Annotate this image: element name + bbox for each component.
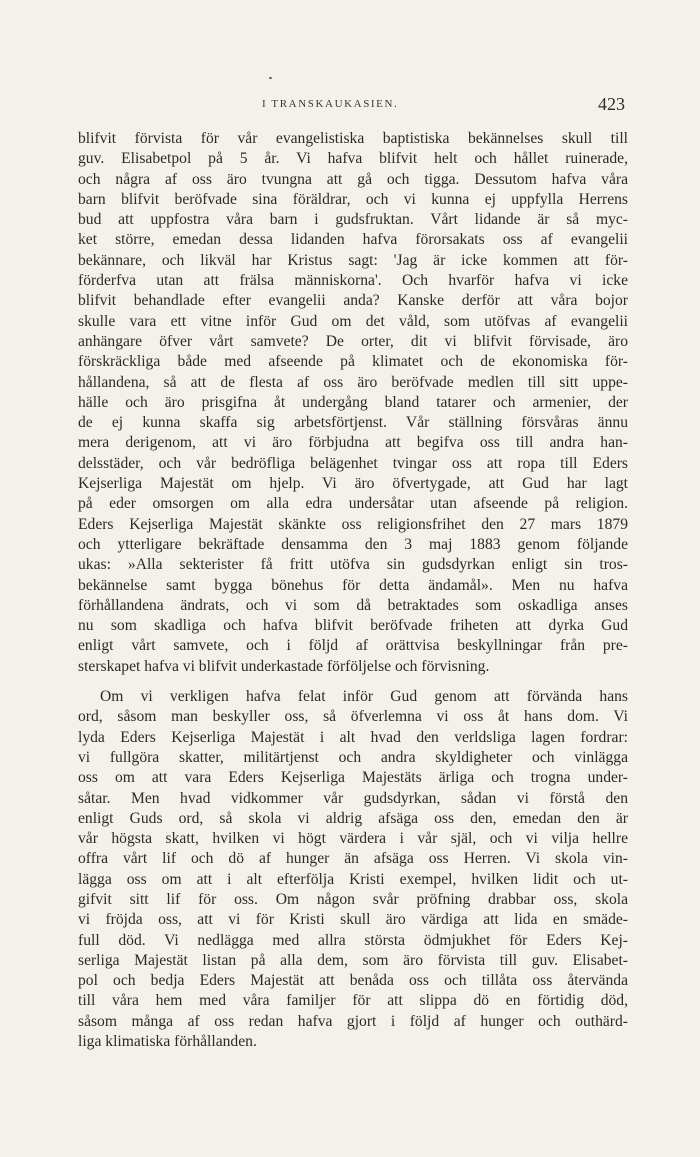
running-head-title: I TRANSKAUKASIEN. xyxy=(262,98,399,110)
text-line: serliga Majestät listan på alla dem, som äro förvista till guv. Elisabet- xyxy=(78,951,628,969)
text-line: lägga oss om att i alt efterfölja Kristi exempel, hvilken lidit och ut- xyxy=(78,870,628,888)
text-line: hälle och äro prisgifna åt undergång bland tatarer och armenier, der xyxy=(78,393,628,411)
text-line: skulle vara ett vitne inför Gud om det våld, som utöfvas af evangelii xyxy=(78,312,628,330)
paragraph-1 xyxy=(78,129,628,677)
text-line: enligt vårt samvete, och i följd af orättvisa beskyllningar från pre- xyxy=(78,637,628,655)
text-line: Eders Kejserliga Majestät skänkte oss religionsfrihet den 27 mars 1879 xyxy=(78,515,628,533)
text-line: sterskapet hafva vi blifvit underkastade förföljelse och förvisning. xyxy=(78,657,490,675)
text-line: ukas: »Alla sekterister få fritt utöfva sin gudsdyrkan enligt sin tros- xyxy=(78,556,628,574)
text-line: och ytterligare bekräftade densamma den 3 maj 1883 genom följande xyxy=(78,535,628,553)
text-line: oss om att vara Eders Kejserliga Majestäts ärliga och trogna under- xyxy=(78,769,628,787)
text-line: bud att uppfostra våra barn i gudsfruktan. Vårt lidande är så myc- xyxy=(78,211,628,229)
text-line: ket större, emedan dessa lidanden hafva förorsakats oss af evangelii xyxy=(78,231,628,249)
text-line: hållandena, så att de flesta af oss äro beröfvade medlen till sitt uppe- xyxy=(78,373,628,391)
text-line: såtar. Men hvad vidkommer vår gudsdyrkan, sådan vi förstå den xyxy=(78,789,628,807)
text-line: nu som skadliga och hafva blifvit beröfvade friheten att dyrka Gud xyxy=(78,617,628,635)
text-line: förhållandena ändrats, och vi som då betraktades som oskadliga anses xyxy=(78,596,628,614)
running-head xyxy=(0,96,700,116)
text-line: delsstäder, och vår bedröfliga belägenhet tvingar oss att ropa till Eders xyxy=(78,454,628,472)
text-line: Om vi verkligen hafva felat inför Gud genom att förvända hans xyxy=(100,688,628,706)
text-line: mera derigenom, att vi äro förbjudna att begifva oss till andra han- xyxy=(78,434,628,452)
text-line: guv. Elisabetpol på 5 år. Vi hafva blifvit helt och hållet ruinerade, xyxy=(78,150,628,168)
text-line: de ej kunna skaffa sig arbetsförtjenst. Vår ställning försvåras ännu xyxy=(78,414,628,432)
text-line: bekännare, och likväl har Kristus sagt: 'Jag är icke kommen att för- xyxy=(78,251,628,269)
text-line: lyda Eders Kejserliga Majestät i alt hvad den verldsliga lagen fordrar: xyxy=(78,728,628,746)
print-speck xyxy=(269,77,272,79)
text-line: vi fröjda oss, att vi för Kristi skull äro värdiga att lida en smäde- xyxy=(78,911,628,929)
page-number: 423 xyxy=(598,94,625,114)
text-line: enligt Guds ord, så skola vi aldrig afsäga oss den, emedan den är xyxy=(78,809,628,827)
text-line: bekännelse samt bygga bönehus för detta ändamål». Men nu hafva xyxy=(78,576,628,594)
paragraph-2 xyxy=(78,687,628,1052)
text-line: Kejserliga Majestät om hjelp. Vi äro öfvertygade, att Gud har lagt xyxy=(78,475,628,493)
body-text xyxy=(78,129,628,1052)
text-line: barn blifvit beröfvade sina föräldrar, och vi kunna ej uppfylla Herrens xyxy=(78,190,628,208)
text-line: förderfva utan att frälsa människorna'. Och hvarför hafva vi icke xyxy=(78,272,628,290)
text-line: förskräckliga både med afseende på klimatet och de ekonomiska för- xyxy=(78,353,628,371)
text-line: anhängare öfver vårt samvete? De orter, dit vi blifvit förvisade, äro xyxy=(78,332,628,350)
text-line: på eder omsorgen om alla edra undersåtar utan afseende på religion. xyxy=(78,495,628,513)
text-line: såsom många af oss redan hafva gjort i följd af hunger och outhärd- xyxy=(78,1012,628,1030)
text-line: blifvit behandlade efter evangelii anda? Kanske derför att våra bojor xyxy=(78,292,628,310)
text-line: offra vårt lif och dö af hunger än afsäga oss Herren. Vi skola vin- xyxy=(78,850,628,868)
text-line: pol och bedja Eders Majestät att benåda oss och tillåta oss återvända xyxy=(78,972,628,990)
text-line: gifvit sitt lif för oss. Om någon svår pröfning drabbar oss, skola xyxy=(78,890,628,908)
text-line: ord, såsom man beskyller oss, så öfverlemna vi oss åt hans dom. Vi xyxy=(78,708,628,726)
text-line: vår högsta skatt, hvilken vi högt värdera i vår själ, och vi vilja hellre xyxy=(78,830,628,848)
text-line: till våra hem med våra familjer för att slippa dö en förtidig död, xyxy=(78,992,628,1010)
text-line: vi fullgöra skatter, militärtjenst och andra skyldigheter och vinlägga xyxy=(78,748,628,766)
text-line: blifvit förvista för vår evangelistiska baptistiska bekännelses skull till xyxy=(78,130,628,147)
text-line: full död. Vi nedlägga med allra största ödmjukhet för Eders Kej- xyxy=(78,931,628,949)
text-line: liga klimatiska förhållanden. xyxy=(78,1033,257,1051)
text-line: och några af oss äro tvungna att gå och tigga. Dessutom hafva våra xyxy=(78,170,628,188)
